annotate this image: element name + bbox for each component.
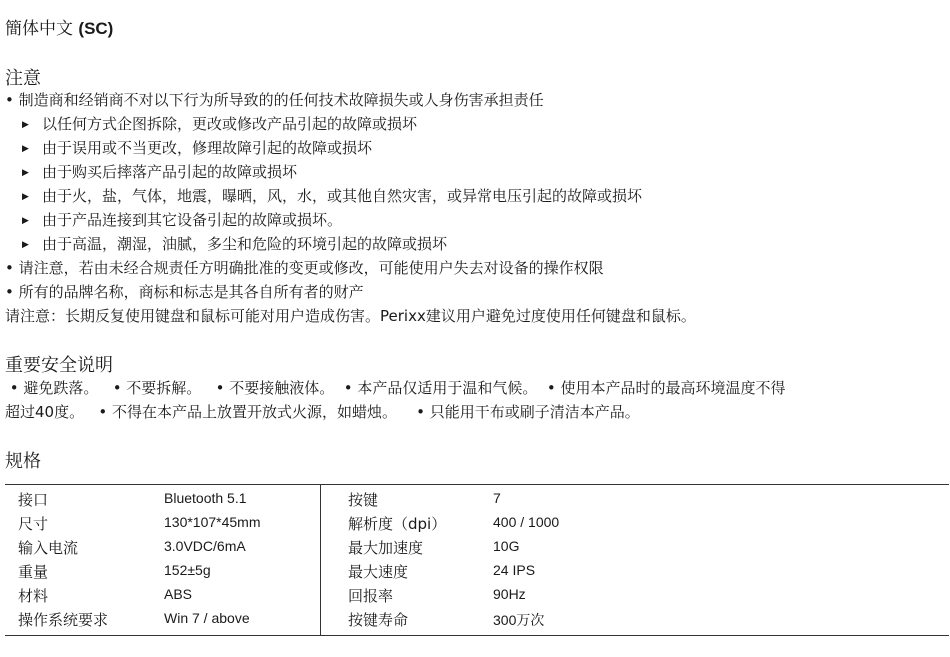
notice-bullet-permission: • 请注意，若由未经合规责任方明确批准的变更或修改，可能使用户失去对设备的操作权限 bbox=[5, 259, 604, 277]
spec-label: 材料 bbox=[18, 587, 49, 605]
notice-item bbox=[22, 209, 342, 230]
notice-item-text: 由于误用或不当更改，修理故障引起的故障或损坏 bbox=[42, 139, 373, 157]
spec-label: 按键寿命 bbox=[348, 611, 409, 629]
notice-heading: 注意 bbox=[5, 68, 41, 89]
safety-line: 超过40度。 • 不得在本产品上放置开放式火源，如蜡烛。 • 只能用干布或刷子清洁本产品。 bbox=[5, 403, 640, 421]
spec-value: 400 / 1000 bbox=[493, 514, 560, 530]
notice-item bbox=[22, 137, 372, 158]
triangle-bullet-icon: ▶ bbox=[22, 240, 29, 250]
notice-item bbox=[22, 185, 642, 206]
notice-intro: • 制造商和经销商不对以下行为所导致的的任何技术故障损失或人身伤害承担责任 bbox=[5, 91, 544, 109]
spec-value: 3.0VDC/6mA bbox=[164, 538, 246, 554]
spec-value: 300万次 bbox=[493, 612, 545, 628]
spec-value: 152±5g bbox=[164, 562, 211, 578]
spec-label: 最大速度 bbox=[348, 563, 409, 581]
spec-value: 90Hz bbox=[493, 586, 526, 602]
title-chinese: 簡体中文 bbox=[5, 19, 73, 39]
spec-label: 回报率 bbox=[348, 587, 394, 605]
title-code: (SC) bbox=[78, 19, 114, 38]
spec-label: 输入电流 bbox=[18, 539, 79, 557]
spec-label: 最大加速度 bbox=[348, 539, 424, 557]
triangle-bullet-icon: ▶ bbox=[22, 192, 29, 202]
notice-item-text: 由于火，盐，气体，地震，曝晒，风，水，或其他自然灾害，或异常电压引起的故障或损坏 bbox=[42, 187, 643, 205]
spec-label: 操作系统要求 bbox=[18, 611, 109, 629]
notice-item-text: 由于高温，潮湿，油腻，多尘和危险的环境引起的故障或损坏 bbox=[42, 235, 448, 253]
triangle-bullet-icon: ▶ bbox=[22, 168, 29, 178]
spec-value: 24 IPS bbox=[493, 562, 536, 578]
spec-table bbox=[5, 484, 949, 636]
triangle-bullet-icon: ▶ bbox=[22, 120, 29, 130]
notice-item bbox=[22, 113, 417, 134]
notice-item bbox=[22, 161, 297, 182]
notice-item-text: 由于产品连接到其它设备引起的故障或损坏。 bbox=[42, 211, 343, 229]
table-divider bbox=[320, 485, 321, 635]
spec-value: Win 7 / above bbox=[164, 610, 250, 626]
spec-value: 130*107*45mm bbox=[164, 514, 261, 530]
spec-value: 10G bbox=[493, 538, 520, 554]
notice-item bbox=[22, 233, 447, 254]
safety-line: • 避免跌落。 • 不要拆解。 • 不要接触液体。 • 本产品仅适用于温和气候。 • 使用本产品时的最高环境温度不得 bbox=[5, 379, 786, 397]
spec-value: Bluetooth 5.1 bbox=[164, 490, 247, 506]
safety-heading: 重要安全说明 bbox=[5, 355, 113, 376]
spec-label: 按键 bbox=[348, 491, 379, 509]
spec-label: 解析度（dpi） bbox=[348, 515, 447, 533]
notice-bullet-trademark: • 所有的品牌名称，商标和标志是其各自所有者的财产 bbox=[5, 283, 364, 301]
document-title bbox=[5, 14, 113, 39]
spec-label: 接口 bbox=[18, 491, 49, 509]
notice-item-text: 由于购买后摔落产品引起的故障或损坏 bbox=[42, 163, 298, 181]
spec-value: ABS bbox=[164, 586, 193, 602]
triangle-bullet-icon: ▶ bbox=[22, 144, 29, 154]
spec-label: 尺寸 bbox=[18, 515, 49, 533]
specs-heading: 规格 bbox=[5, 451, 41, 472]
notice-item-text: 以任何方式企图拆除，更改或修改产品引起的故障或损坏 bbox=[42, 115, 418, 133]
spec-label: 重量 bbox=[18, 563, 49, 581]
spec-value: 7 bbox=[493, 490, 501, 506]
triangle-bullet-icon: ▶ bbox=[22, 216, 29, 226]
notice-warning: 请注意：长期反复使用键盘和鼠标可能对用户造成伤害。Perixx建议用户避免过度使用任何键盘和鼠标。 bbox=[5, 307, 696, 325]
